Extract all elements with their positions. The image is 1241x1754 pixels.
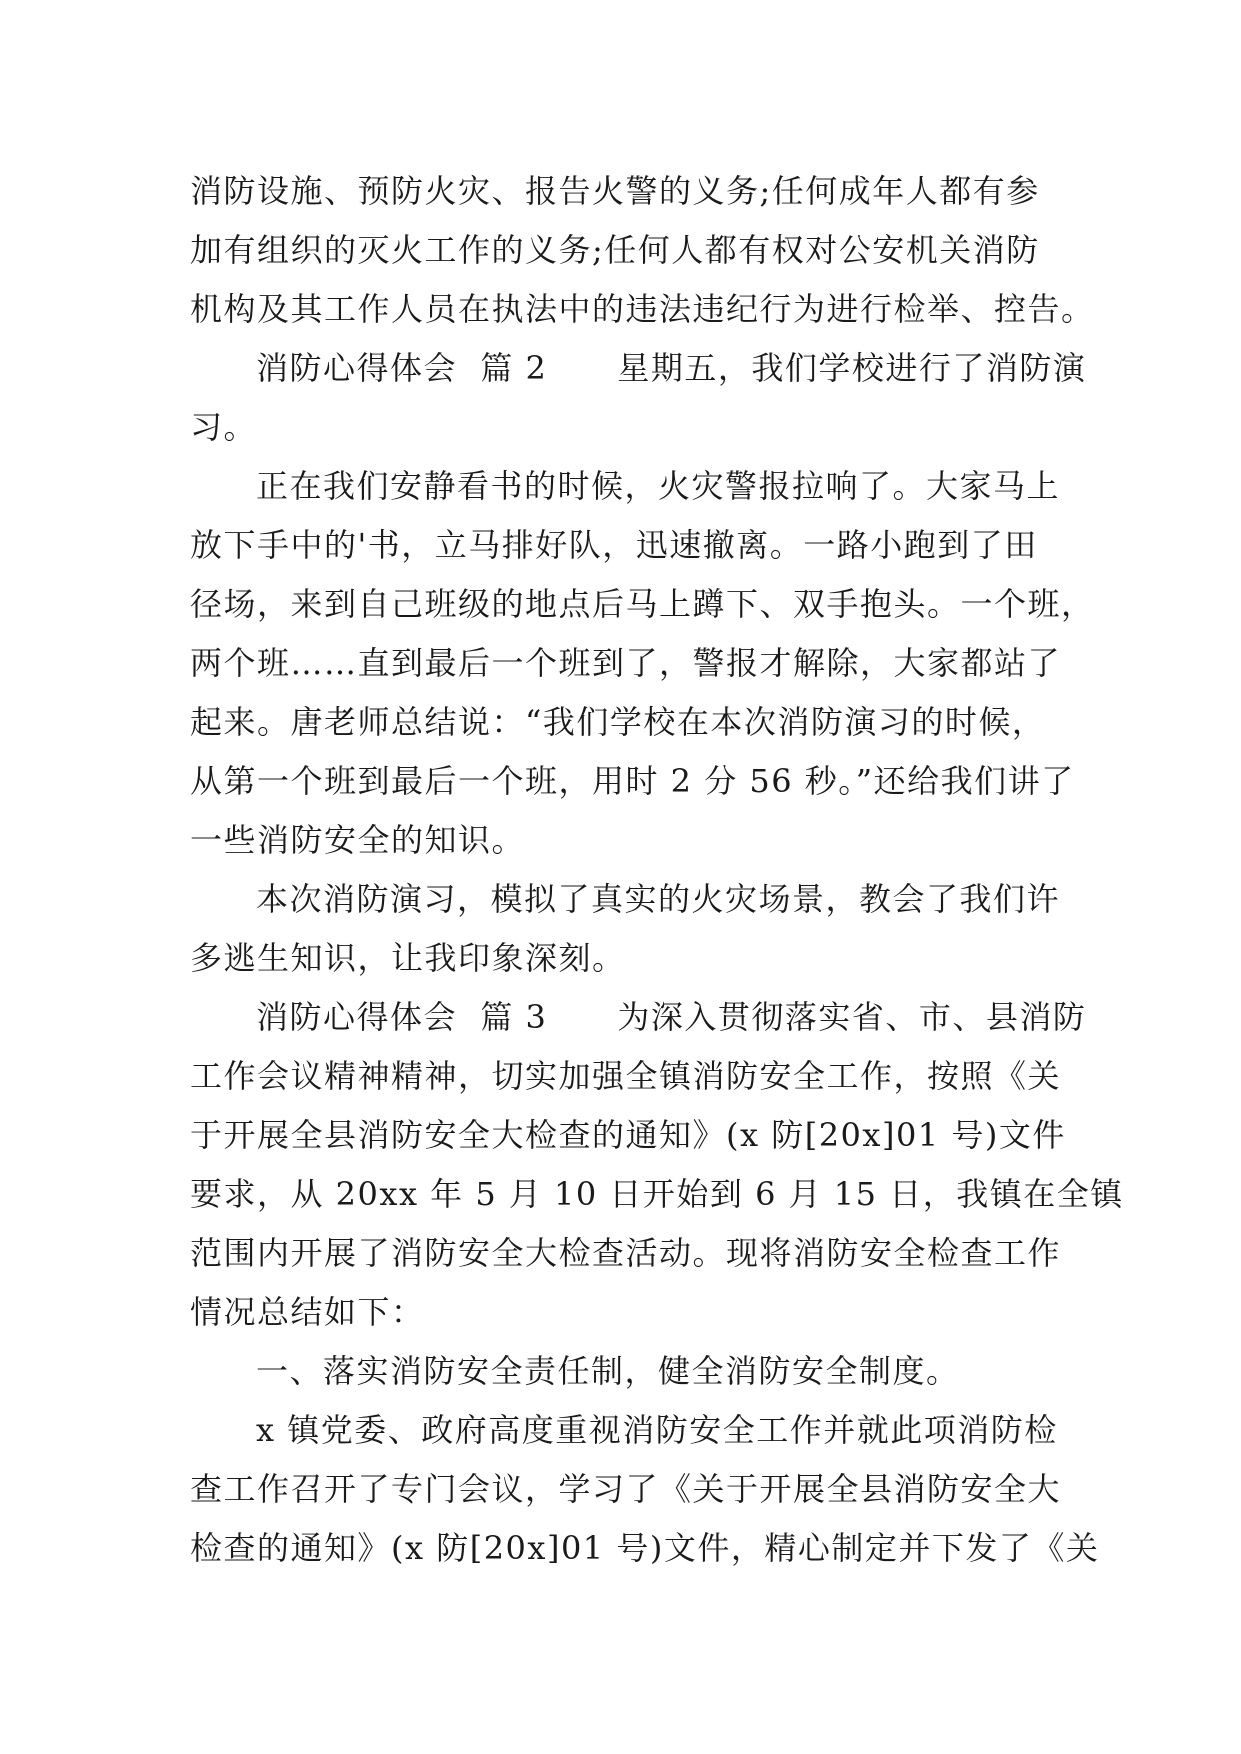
text-line: 径场，来到自己班级的地点后马上蹲下、双手抱头。一个班， <box>190 585 1095 623</box>
text-line: 起来。唐老师总结说：“我们学校在本次消防演习的时候， <box>190 703 1046 741</box>
text-line: 工作会议精神精神，切实加强全镇消防安全工作，按照《关 <box>190 1057 1062 1095</box>
text-line: 消防心得体会 篇 2 星期五，我们学校进行了消防演 <box>256 349 1087 387</box>
text-line: 范围内开展了消防安全大检查活动。现将消防安全检查工作 <box>190 1234 1062 1272</box>
text-line: 消防设施、预防火灾、报告火警的义务;任何成年人都有参 <box>190 172 1040 210</box>
text-line: 加有组织的灭火工作的义务;任何人都有权对公安机关消防 <box>190 231 1040 269</box>
text-line: 消防心得体会 篇 3 为深入贯彻落实省、市、县消防 <box>256 998 1087 1036</box>
text-line: 习。 <box>190 408 258 446</box>
text-line: 本次消防演习，模拟了真实的火灾场景，教会了我们许 <box>256 880 1061 918</box>
text-line: 检查的通知》(x 防[20x]01 号)文件，精心制定并下发了《关 <box>190 1529 1100 1567</box>
text-line: 要求，从 20xx 年 5 月 10 日开始到 6 月 15 日，我镇在全镇 <box>190 1175 1124 1213</box>
text-line: 从第一个班到最后一个班，用时 2 分 56 秒。”还给我们讲了 <box>190 762 1075 800</box>
text-line: 一、落实消防安全责任制，健全消防安全制度。 <box>256 1352 960 1390</box>
text-line: x 镇党委、政府高度重视消防安全工作并就此项消防检 <box>256 1411 1058 1449</box>
document-body <box>190 162 1124 1578</box>
text-line: 放下手中的'书，立马排好队，迅速撤离。一路小跑到了田 <box>190 526 1038 564</box>
text-line: 查工作召开了专门会议，学习了《关于开展全县消防安全大 <box>190 1470 1062 1508</box>
text-line: 于开展全县消防安全大检查的通知》(x 防[20x]01 号)文件 <box>190 1116 1066 1154</box>
text-line: 机构及其工作人员在执法中的违法违纪行为进行检举、控告。 <box>190 290 1095 328</box>
text-line: 情况总结如下： <box>190 1293 425 1331</box>
text-line: 两个班……直到最后一个班到了，警报才解除，大家都站了 <box>190 644 1062 682</box>
text-line: 一些消防安全的知识。 <box>190 821 526 859</box>
text-line: 多逃生知识，让我印象深刻。 <box>190 939 626 977</box>
text-line: 正在我们安静看书的时候，火灾警报拉响了。大家马上 <box>256 467 1061 505</box>
